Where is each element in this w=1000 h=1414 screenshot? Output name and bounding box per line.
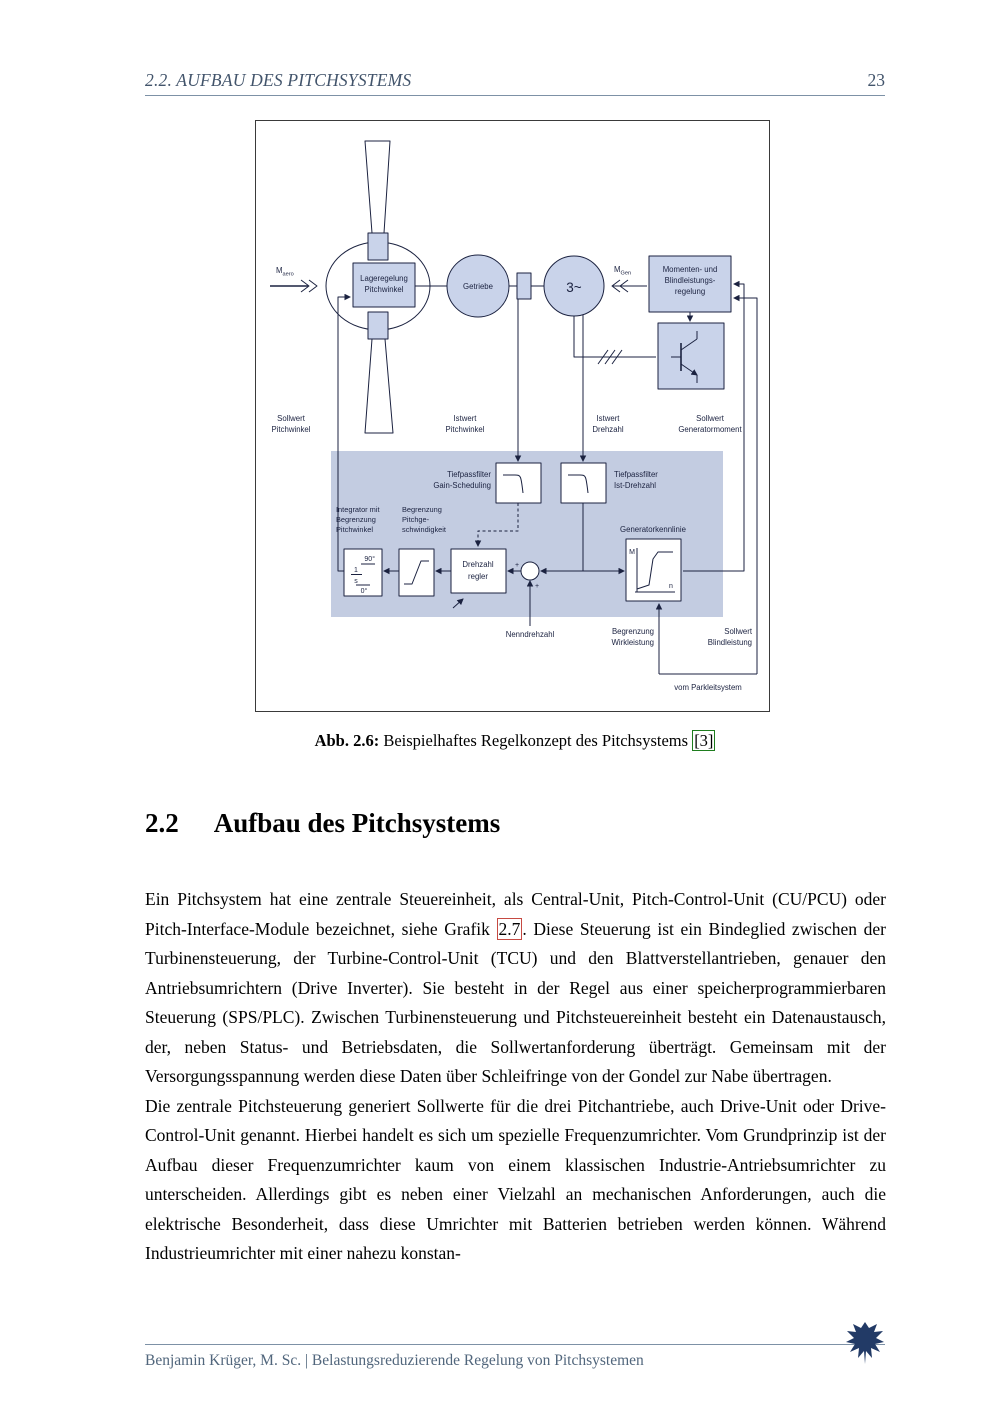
lageregelung-label-2: Pitchwinkel bbox=[364, 285, 404, 294]
regler-label-1: Drehzahl bbox=[462, 560, 494, 569]
p1-text-b: . Diese Steuerung ist ein Bindeglied zwischen der Turbinensteuerung, der Turbine-Control-Unit (TCU) und den Blattverstellantrieben, genauer den Antriebsumrichtern (Drive Inverter). Sie besteht in der Regel aus einer speicherprogrammierbaren Steuerung (SPS/PLC). Zwischen Turbinensteuerung und Pitchsteuereinheit besteht ein Datenaustausch, der, neben Status- und Betriebsdaten, die Sollwertanforderung überträgt. Gemeinsam mit der Versorgungsspannung werden diese Daten über Schleifringe von der Gondel zur Nabe übertragen. bbox=[145, 918, 886, 1086]
genk-m-label: M bbox=[629, 549, 635, 556]
section-number: 2.2 bbox=[145, 808, 179, 838]
istwert-drehzahl-label-1: Istwert bbox=[596, 414, 620, 423]
integrator-label-2: Begrenzung bbox=[336, 515, 376, 524]
begrenzung-label-1: Begrenzung bbox=[402, 505, 442, 514]
figure-caption bbox=[145, 731, 885, 751]
tiefpass-gain-block bbox=[496, 463, 541, 503]
sollwert-moment-label-2: Generatormoment bbox=[678, 425, 742, 434]
generator-label: 3~ bbox=[566, 280, 582, 295]
page-number: 23 bbox=[867, 70, 885, 90]
paragraph-2: Die zentrale Pitchsteuerung generiert Sollwerte für die drei Pitchantriebe, auch Drive-Unit oder Drive-Control-Unit genannt. Hierbei handelt es sich um spezielle Frequenzumrichter. Vom Grundprinzip ist der Aufbau dieser Frequenzumrichter kaum von einem klassischen Industrie-Antriebsumrichter zu unterscheiden. Allerdings gibt es neben einer Vielzahl an mechanischen Anforderungen, auch die elektrische Besonderheit, dass diese Umrichter mit Batterien betrieben werden können. Während Industrieumrichter mit einer nahezu konstan- bbox=[145, 1095, 886, 1263]
body-text bbox=[145, 885, 886, 1269]
genk-label: Generatorkennlinie bbox=[620, 525, 686, 534]
sum-plus-b: + bbox=[535, 583, 540, 590]
footer-rule bbox=[145, 1344, 885, 1345]
converter-block bbox=[658, 323, 724, 389]
soll-blind-label-2: Blindleistung bbox=[707, 638, 752, 647]
tp-ist-label-2: Ist-Drehzahl bbox=[614, 481, 657, 490]
citation-link[interactable]: [3] bbox=[694, 731, 714, 750]
sollwert-pitch-label-1: Sollwert bbox=[277, 414, 305, 423]
section-heading bbox=[145, 808, 500, 839]
pitch-control-diagram bbox=[256, 121, 769, 711]
header-rule bbox=[145, 95, 885, 96]
footer-credit: Benjamin Krüger, M. Sc. | Belastungsreduzierende Regelung von Pitchsystemen bbox=[145, 1352, 644, 1369]
paragraph-1 bbox=[145, 885, 886, 1092]
university-logo-icon bbox=[845, 1320, 885, 1366]
m-gen-label: $M_{Gen}$ bbox=[614, 265, 632, 277]
istwert-drehzahl-label-2: Drehzahl bbox=[592, 425, 624, 434]
soll-blind-label-1: Sollwert bbox=[724, 627, 752, 636]
page-header bbox=[145, 70, 885, 91]
figure-ref-link[interactable]: 2.7 bbox=[498, 918, 521, 939]
integrator-label-1: Integrator mit bbox=[336, 505, 380, 514]
tp-gain-label-1: Tiefpassfilter bbox=[447, 470, 491, 479]
sollwert-blind-wire bbox=[734, 298, 757, 674]
momenten-label-3: regelung bbox=[674, 287, 706, 296]
integrator-label-3: Pitchwinkel bbox=[336, 525, 373, 534]
m-aero-label: $M_{aero}$ bbox=[276, 266, 294, 278]
momenten-label-2: Blindleistungs- bbox=[664, 276, 716, 285]
p1-text-a: Ein Pitchsystem hat eine zentrale Steuereinheit, als Central-Unit, Pitch-Control-Unit (CU/PCU) oder Pitch-Interface-Module bezeichnet, siehe Grafik bbox=[145, 889, 886, 939]
beg-wirk-label-2: Wirkleistung bbox=[611, 638, 654, 647]
tiefpass-ist-block bbox=[561, 463, 606, 503]
genk-n-label: n bbox=[669, 583, 673, 590]
caption-text: Beispielhaftes Regelkonzept des Pitchsystems bbox=[379, 731, 693, 750]
beg-wirk-label-1: Begrenzung bbox=[611, 627, 654, 636]
coupling-block bbox=[517, 273, 531, 299]
begrenzung-label-3: schwindigkeit bbox=[402, 525, 446, 534]
lageregelung-label-1: Lageregelung bbox=[360, 274, 408, 283]
getriebe-label: Getriebe bbox=[463, 282, 493, 291]
sollwert-pitch-label-2: Pitchwinkel bbox=[271, 425, 311, 434]
caption-label: Abb. 2.6: bbox=[314, 731, 380, 750]
regler-label-2: regler bbox=[468, 572, 488, 581]
istwert-pitch-label-2: Pitchwinkel bbox=[445, 425, 485, 434]
figure-frame bbox=[255, 120, 770, 712]
integrator-lower-limit: 0° bbox=[360, 588, 368, 595]
integrator-upper-limit: 90° bbox=[364, 556, 375, 563]
drehzahlregler-block bbox=[451, 549, 506, 593]
sum-junction bbox=[521, 562, 539, 580]
momenten-label-1: Momenten- und bbox=[662, 265, 718, 274]
sum-plus-a: + bbox=[515, 562, 520, 569]
tp-ist-label-1: Tiefpassfilter bbox=[614, 470, 658, 479]
sollwert-moment-label-1: Sollwert bbox=[696, 414, 724, 423]
nenndrehzahl-label: Nenndrehzahl bbox=[505, 630, 555, 639]
m-aero-arrow bbox=[270, 280, 317, 292]
m-gen-arrow bbox=[612, 280, 647, 292]
begrenzung-label-2: Pitchge- bbox=[402, 515, 430, 524]
tp-gain-label-2: Gain-Scheduling bbox=[433, 481, 491, 490]
section-title: Aufbau des Pitchsystems bbox=[213, 808, 501, 838]
running-title: 2.2. AUFBAU DES PITCHSYSTEMS bbox=[145, 70, 412, 90]
istwert-pitch-label-1: Istwert bbox=[453, 414, 477, 423]
parkleitsystem-label: vom Parkleitsystem bbox=[674, 683, 742, 692]
integrator-numerator: 1 bbox=[354, 567, 358, 574]
integrator-denominator: s bbox=[354, 578, 358, 585]
